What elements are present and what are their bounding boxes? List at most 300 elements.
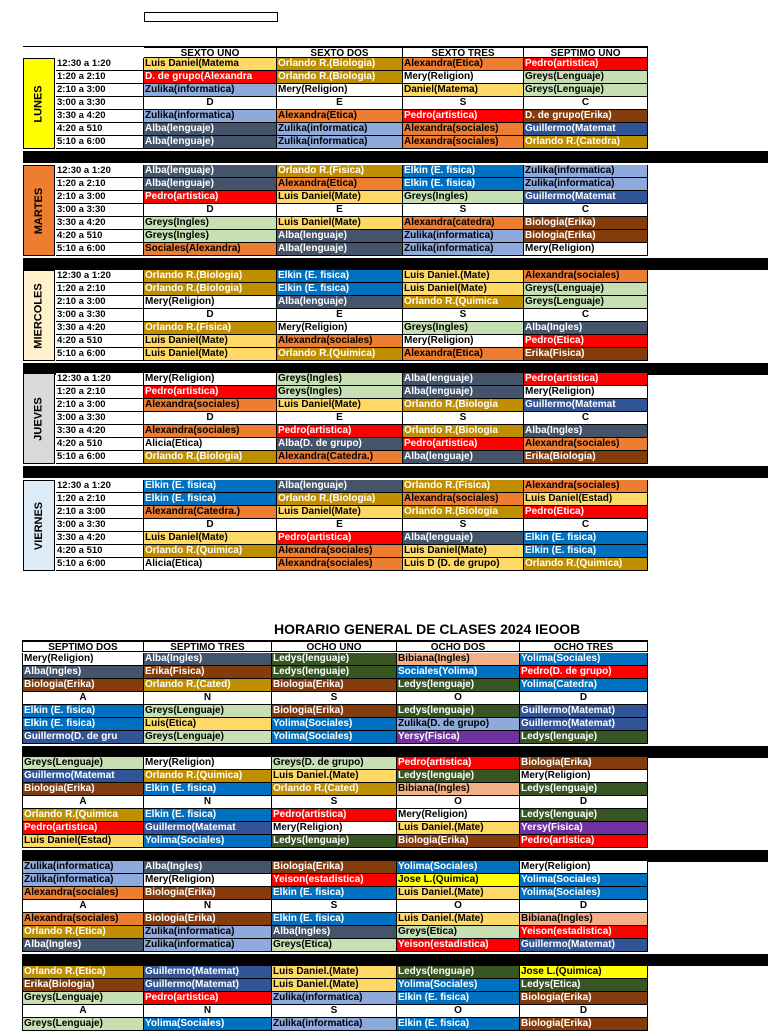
class-cell: Zulika(D. de grupo) (397, 718, 520, 731)
class-cell: Greys(Lenguaje) (524, 84, 648, 97)
class-cell: Guillermo(Matemat (524, 191, 648, 204)
class-cell: Luis Daniel(Mate) (403, 545, 524, 558)
class-cell: Mery(Religion) (277, 84, 403, 97)
class-cell: Guillermo(Matemat (524, 399, 648, 412)
class-cell: Pedro(artistica) (397, 757, 520, 770)
class-cell: Greys(Etica) (397, 926, 520, 939)
class-cell: O (397, 692, 520, 705)
time-cell: 3:30 a 4:20 (56, 322, 144, 335)
time-cell: 5:10 a 6:00 (56, 451, 144, 464)
class-cell: Yolima(Sociales) (520, 887, 648, 900)
class-cell: Pedro(artistica) (272, 809, 397, 822)
column-header: OCHO DOS (397, 641, 520, 652)
class-cell: Alexandra(sociales) (277, 335, 403, 348)
time-cell: 2:10 a 3:00 (56, 84, 144, 97)
class-cell: Zulika(informatica) (22, 861, 144, 874)
class-cell: Yolima(Catedra) (520, 679, 648, 692)
class-cell: A (22, 900, 144, 913)
class-cell: Alba(D. de grupo) (277, 438, 403, 451)
class-cell: Luis Daniel(Estad) (22, 835, 144, 848)
time-cell: 12:30 a 1:20 (56, 58, 144, 71)
class-cell: E (277, 519, 403, 532)
time-cell: 3:30 a 4:20 (56, 217, 144, 230)
class-cell: Orlando R.(Cated) (144, 679, 272, 692)
class-cell: Orlando R.(Cated) (272, 783, 397, 796)
class-cell: E (277, 97, 403, 110)
class-cell: Alexandra(sociales) (277, 558, 403, 571)
class-cell: Ledys(lenguaje) (520, 731, 648, 744)
class-cell: Elkin (E. fisica) (272, 913, 397, 926)
time-cell: 2:10 a 3:00 (56, 191, 144, 204)
class-cell: O (397, 1005, 520, 1018)
class-cell: D (144, 309, 277, 322)
class-cell: Luis Daniel(Mate) (277, 217, 403, 230)
class-cell: Greys(Lenguaje) (524, 283, 648, 296)
class-cell: Biologia(Erika) (524, 217, 648, 230)
class-cell: Orlando R.(Biologia (403, 399, 524, 412)
class-cell: Pedro(artistica) (524, 373, 648, 386)
class-cell: Orlando R.(Quimica) (524, 558, 648, 571)
class-cell: C (524, 309, 648, 322)
class-cell: Elkin (E. fisica) (524, 545, 648, 558)
class-cell: E (277, 204, 403, 217)
class-cell: Zulika(informatica) (272, 992, 397, 1005)
class-cell: Alba(lenguaje) (277, 296, 403, 309)
class-cell: Guillermo(Matemat (524, 123, 648, 136)
class-cell: S (403, 412, 524, 425)
class-cell: Biologia(Erika) (520, 757, 648, 770)
class-cell: Erika(Biologia) (524, 451, 648, 464)
class-cell: Zulika(informatica) (144, 84, 277, 97)
class-cell: Elkin (E. fisica) (144, 809, 272, 822)
class-cell: Luis Daniel.(Mate) (272, 770, 397, 783)
class-cell: Yeison(estadistica) (520, 926, 648, 939)
class-cell: N (144, 692, 272, 705)
class-cell: Alba(lenguaje) (277, 243, 403, 256)
class-cell: Greys(Lenguaje) (144, 705, 272, 718)
day-label (23, 165, 55, 256)
column-header: OCHO TRES (520, 641, 648, 652)
class-cell: D (144, 412, 277, 425)
class-cell: C (524, 412, 648, 425)
class-cell: Elkin (E. fisica) (403, 165, 524, 178)
class-cell: Mery(Religion) (144, 373, 277, 386)
class-cell: Mery(Religion) (277, 322, 403, 335)
class-cell: N (144, 900, 272, 913)
class-cell: Orlando R.(Quimica) (277, 348, 403, 361)
class-cell: D. de grupo(Erika) (524, 110, 648, 123)
class-cell: Biologia(Erika) (397, 835, 520, 848)
class-cell: Mery(Religion) (272, 822, 397, 835)
column-header: SEPTIMO TRES (144, 641, 272, 652)
class-cell: Alexandra(sociales) (524, 438, 648, 451)
column-header: OCHO UNO (272, 641, 397, 652)
class-cell: D (144, 519, 277, 532)
class-cell: O (397, 796, 520, 809)
class-cell: Alicia(Etica) (144, 438, 277, 451)
class-cell: Pedro(artistica) (524, 58, 648, 71)
class-cell: Ledys(lenguaje) (272, 835, 397, 848)
class-cell: Ledys(lenguaje) (520, 809, 648, 822)
class-cell: Yersy(Fisica) (520, 822, 648, 835)
class-cell: Greys(Lenguaje) (144, 731, 272, 744)
class-cell: D (520, 900, 648, 913)
class-cell: Orlando R.(Etica) (22, 966, 144, 979)
time-cell: 12:30 a 1:20 (56, 270, 144, 283)
column-header: SEPTIMO DOS (22, 641, 144, 652)
class-cell: Alicia(Etica) (144, 558, 277, 571)
class-cell: Orlando R.(Quimica) (144, 770, 272, 783)
day-separator (23, 151, 768, 163)
class-cell: Greys(Lenguaje) (22, 757, 144, 770)
class-cell: Luis Daniel.(Mate) (397, 913, 520, 926)
header-input-box[interactable] (144, 12, 278, 22)
class-cell: Luis Daniel(Mate) (277, 191, 403, 204)
class-cell: Alba(Ingles) (22, 666, 144, 679)
class-cell: Mery(Religion) (524, 243, 648, 256)
class-cell: Ledys(lenguaje) (397, 679, 520, 692)
time-cell: 2:10 a 3:00 (56, 296, 144, 309)
class-cell: Alexandra(sociales) (403, 123, 524, 136)
class-cell: D (144, 97, 277, 110)
day-label (23, 58, 55, 149)
class-cell: Elkin (E. fisica) (397, 1018, 520, 1031)
class-cell: Mery(Religion) (144, 874, 272, 887)
class-cell: Alba(lenguaje) (403, 373, 524, 386)
day-name: MIERCOLES (33, 282, 45, 349)
class-cell: Guillermo(Matemat (22, 770, 144, 783)
class-cell: Alexandra(Etica) (403, 348, 524, 361)
class-cell: Guillermo(Matemat) (520, 718, 648, 731)
time-cell: 1:20 a 2:10 (56, 283, 144, 296)
time-cell: 3:30 a 4:20 (56, 110, 144, 123)
class-cell: Luis Daniel.(Mate) (397, 822, 520, 835)
class-cell: Zulika(informatica) (22, 874, 144, 887)
class-cell: Ledys(lenguaje) (272, 666, 397, 679)
time-cell: 5:10 a 6:00 (56, 348, 144, 361)
class-cell: Guillermo(Matemat) (520, 705, 648, 718)
class-cell: S (272, 796, 397, 809)
class-cell: Elkin (E. fisica) (277, 283, 403, 296)
class-cell: Luis Daniel(Mate) (144, 348, 277, 361)
class-cell: Mery(Religion) (397, 809, 520, 822)
class-cell: Zulika(informatica) (403, 230, 524, 243)
class-cell: Guillermo(D. de gru (22, 731, 144, 744)
class-cell: Pedro(Etica) (524, 335, 648, 348)
class-cell: Alexandra(Catedra.) (144, 506, 277, 519)
time-cell: 3:00 a 3:30 (56, 412, 144, 425)
class-cell: Jose L.(Quimica) (397, 874, 520, 887)
class-cell: Biologia(Erika) (520, 1018, 648, 1031)
class-cell: S (272, 900, 397, 913)
class-cell: Bibiana(Ingles) (397, 783, 520, 796)
class-cell: Biologia(Erika) (22, 783, 144, 796)
class-cell: Greys(Etica) (272, 939, 397, 952)
class-cell: Greys(Ingles) (144, 217, 277, 230)
class-cell: Bibiana(Ingles) (520, 913, 648, 926)
class-cell: Zulika(informatica) (277, 123, 403, 136)
class-cell: D (520, 692, 648, 705)
class-cell: Pedro(artistica) (144, 191, 277, 204)
class-cell: Elkin (E. fisica) (22, 705, 144, 718)
class-cell: Alba(Ingles) (272, 926, 397, 939)
class-cell: Alexandra(sociales) (144, 425, 277, 438)
class-cell: S (272, 1005, 397, 1018)
class-cell: Orlando R.(Biologia (403, 425, 524, 438)
class-cell: N (144, 796, 272, 809)
class-cell: Biologia(Erika) (272, 705, 397, 718)
time-cell: 5:10 a 6:00 (56, 136, 144, 149)
class-cell: Alba(lenguaje) (144, 136, 277, 149)
class-cell: A (22, 692, 144, 705)
class-cell: Alba(lenguaje) (144, 178, 277, 191)
class-cell: Elkin (E. fisica) (22, 718, 144, 731)
class-cell: Orlando R.(Biologia) (277, 493, 403, 506)
time-cell: 1:20 a 2:10 (56, 71, 144, 84)
class-cell: Yeison(estadistica) (272, 874, 397, 887)
class-cell: Guillermo(Matemat) (144, 966, 272, 979)
class-cell: Guillermo(Matemat (144, 822, 272, 835)
class-cell: Alexandra(Etica) (277, 110, 403, 123)
time-cell: 4:20 a 510 (56, 230, 144, 243)
class-cell: Orlando R.(Quimica (403, 296, 524, 309)
day-name: JUEVES (33, 396, 46, 441)
class-cell: Pedro(artistica) (144, 386, 277, 399)
class-cell: C (524, 519, 648, 532)
day-name: VIERNES (33, 501, 46, 550)
time-cell: 2:10 a 3:00 (56, 399, 144, 412)
class-cell: Yolima(Sociales) (272, 718, 397, 731)
class-cell: Luis Daniel.(Mate) (272, 966, 397, 979)
column-header: SEXTO DOS (277, 47, 403, 58)
time-cell: 3:30 a 4:20 (56, 425, 144, 438)
class-cell: Ledys(lenguaje) (397, 705, 520, 718)
class-cell: Alexandra(sociales) (524, 480, 648, 493)
class-cell: Yolima(Sociales) (397, 861, 520, 874)
class-cell: Pedro(artistica) (22, 822, 144, 835)
class-cell: Yolima(Sociales) (520, 874, 648, 887)
class-cell: Ledys(lenguaje) (520, 783, 648, 796)
class-cell: E (277, 309, 403, 322)
page-title: HORARIO GENERAL DE CLASES 2024 IEOOB (274, 621, 581, 637)
class-cell: C (524, 97, 648, 110)
class-cell: S (272, 692, 397, 705)
class-cell: Greys(Ingles) (277, 386, 403, 399)
class-cell: Luis Daniel.(Mate) (397, 887, 520, 900)
class-cell: Erika(Biologia) (22, 979, 144, 992)
class-cell: Elkin (E. fisica) (397, 992, 520, 1005)
class-cell: Luis Daniel(Mate) (144, 335, 277, 348)
time-cell: 4:20 a 510 (56, 545, 144, 558)
class-cell: Mery(Religion) (22, 653, 144, 666)
class-cell: Elkin (E. fisica) (403, 178, 524, 191)
day-name: LUNES (33, 84, 45, 123)
class-cell: Biologia(Erika) (144, 887, 272, 900)
class-cell: Elkin (E. fisica) (144, 480, 277, 493)
class-cell: Ledys(lenguaje) (272, 653, 397, 666)
class-cell: Mery(Religion) (520, 770, 648, 783)
class-cell: Alba(lenguaje) (403, 532, 524, 545)
class-cell: Zulika(informatica) (277, 136, 403, 149)
class-cell: Ledys(lenguaje) (397, 770, 520, 783)
class-cell: Alexandra(catedra) (403, 217, 524, 230)
class-cell: Biologia(Erika) (22, 679, 144, 692)
class-cell: Alexandra(sociales) (524, 270, 648, 283)
class-cell: A (22, 796, 144, 809)
day-name: MARTES (33, 187, 46, 234)
class-cell: Orlando R.(Biologia) (144, 283, 277, 296)
class-cell: Luis Daniel.(Mate) (403, 270, 524, 283)
time-cell: 4:20 a 510 (56, 335, 144, 348)
time-cell: 4:20 a 510 (56, 123, 144, 136)
class-cell: Alexandra(sociales) (277, 545, 403, 558)
class-cell: Orlando R.(Biologia) (277, 71, 403, 84)
time-cell: 3:30 a 4:20 (56, 532, 144, 545)
class-cell: Elkin (E. fisica) (524, 532, 648, 545)
class-cell: Luis Daniel(Matema (144, 58, 277, 71)
class-cell: Biologia(Erika) (524, 230, 648, 243)
class-cell: Erika(Fisica) (144, 666, 272, 679)
class-cell: Jose L.(Quimica) (520, 966, 648, 979)
class-cell: Luis(Etica) (144, 718, 272, 731)
class-cell: Guillermo(Matemat) (520, 939, 648, 952)
class-cell: Yolima(Sociales) (520, 653, 648, 666)
class-cell: D (520, 1005, 648, 1018)
day-separator (23, 258, 768, 270)
class-cell: Zulika(informatica) (144, 110, 277, 123)
class-cell: Orlando R.(Fisica) (403, 480, 524, 493)
class-cell: Orlando R.(Etica) (22, 926, 144, 939)
class-cell: S (403, 97, 524, 110)
class-cell: Biologia(Erika) (272, 679, 397, 692)
class-cell: Alexandra(Etica) (403, 58, 524, 71)
class-cell: Erika(Fisica) (524, 348, 648, 361)
class-cell: Luis Daniel(Estad) (524, 493, 648, 506)
class-cell: Zulika(informatica) (403, 243, 524, 256)
class-cell: Bibiana(Ingles) (397, 653, 520, 666)
class-cell: Ledys(lenguaje) (397, 966, 520, 979)
class-cell: E (277, 412, 403, 425)
day-label (23, 373, 55, 464)
class-cell: Mery(Religion) (403, 71, 524, 84)
time-cell: 3:00 a 3:30 (56, 204, 144, 217)
class-cell: Orlando R.(Fisica) (277, 165, 403, 178)
class-cell: Alba(Ingles) (524, 322, 648, 335)
class-cell: Luis D (D. de grupo) (403, 558, 524, 571)
class-cell: Daniel(Matema) (403, 84, 524, 97)
class-cell: Alba(Ingles) (144, 861, 272, 874)
class-cell: Orlando R.(Biologia (403, 506, 524, 519)
class-cell: Guillermo(Matemat) (144, 979, 272, 992)
class-cell: Orlando R.(Quimica (22, 809, 144, 822)
class-cell: Mery(Religion) (524, 386, 648, 399)
class-cell: Alba(lenguaje) (277, 230, 403, 243)
class-cell: Yersy(Fisica) (397, 731, 520, 744)
class-cell: Alba(Ingles) (144, 653, 272, 666)
class-cell: Pedro(artistica) (277, 425, 403, 438)
class-cell: C (524, 204, 648, 217)
class-cell: A (22, 1005, 144, 1018)
class-cell: Greys(Ingles) (144, 230, 277, 243)
class-cell: Alba(lenguaje) (144, 123, 277, 136)
class-cell: Alexandra(sociales) (403, 136, 524, 149)
class-cell: Mery(Religion) (403, 335, 524, 348)
class-cell: Orlando R.(Biologia) (144, 270, 277, 283)
class-cell: Greys(Lenguaje) (524, 71, 648, 84)
class-cell: Greys(D. de grupo) (272, 757, 397, 770)
class-cell: Zulika(informatica) (524, 165, 648, 178)
class-cell: Pedro(artistica) (403, 438, 524, 451)
class-cell: Mery(Religion) (520, 861, 648, 874)
time-cell: 3:00 a 3:30 (56, 309, 144, 322)
day-label (23, 480, 55, 571)
class-cell: S (403, 309, 524, 322)
class-cell: Pedro(artistica) (520, 835, 648, 848)
class-cell: Greys(Ingles) (277, 373, 403, 386)
time-cell: 12:30 a 1:20 (56, 480, 144, 493)
class-cell: Yolima(Sociales) (144, 835, 272, 848)
class-cell: Greys(Ingles) (403, 191, 524, 204)
class-cell: Luis Daniel(Mate) (277, 399, 403, 412)
class-cell: Pedro(artistica) (403, 110, 524, 123)
time-cell: 4:20 a 510 (56, 438, 144, 451)
class-cell: Alba(Ingles) (22, 939, 144, 952)
time-cell: 1:20 a 2:10 (56, 386, 144, 399)
class-cell: Sociales(Alexandra) (144, 243, 277, 256)
class-cell: Yolima(Sociales) (272, 731, 397, 744)
class-cell: Mery(Religion) (144, 296, 277, 309)
class-cell: Alba(lenguaje) (403, 386, 524, 399)
time-cell: 3:00 a 3:30 (56, 97, 144, 110)
class-cell: Yolima(Sociales) (144, 1018, 272, 1031)
class-cell: Greys(Lenguaje) (22, 992, 144, 1005)
time-cell: 5:10 a 6:00 (56, 558, 144, 571)
class-cell: Luis Daniel.(Mate) (272, 979, 397, 992)
class-cell: D (144, 204, 277, 217)
class-cell: Pedro(Etica) (524, 506, 648, 519)
class-cell: Pedro(artistica) (277, 532, 403, 545)
class-cell: S (403, 204, 524, 217)
class-cell: Alba(lenguaje) (403, 451, 524, 464)
time-cell: 12:30 a 1:20 (56, 165, 144, 178)
class-cell: Alexandra(sociales) (144, 399, 277, 412)
class-cell: Alexandra(Etica) (277, 178, 403, 191)
time-cell: 3:00 a 3:30 (56, 519, 144, 532)
class-cell: Greys(Lenguaje) (524, 296, 648, 309)
column-header: SEXTO UNO (144, 47, 277, 58)
class-cell: Alexandra(Catedra.) (277, 451, 403, 464)
class-cell: Elkin (E. fisica) (272, 887, 397, 900)
class-cell: Alba(lenguaje) (277, 480, 403, 493)
class-cell: D. de grupo(Alexandra (144, 71, 277, 84)
class-cell: Alexandra(sociales) (403, 493, 524, 506)
class-cell: Biologia(Erika) (144, 913, 272, 926)
class-cell: D (520, 796, 648, 809)
day-separator (22, 954, 768, 966)
class-cell: Greys(Lenguaje) (22, 1018, 144, 1031)
class-cell: S (403, 519, 524, 532)
class-cell: N (144, 1005, 272, 1018)
class-cell: Mery(Religion) (144, 757, 272, 770)
class-cell: Yolima(Sociales) (397, 979, 520, 992)
class-cell: Orlando R.(Quimica) (144, 545, 277, 558)
class-cell: Zulika(informatica) (144, 926, 272, 939)
column-header: SEXTO TRES (403, 47, 524, 58)
class-cell: Alexandra(sociales) (22, 913, 144, 926)
time-cell: 12:30 a 1:20 (56, 373, 144, 386)
class-cell: Greys(Ingles) (403, 322, 524, 335)
time-cell: 1:20 a 2:10 (56, 493, 144, 506)
